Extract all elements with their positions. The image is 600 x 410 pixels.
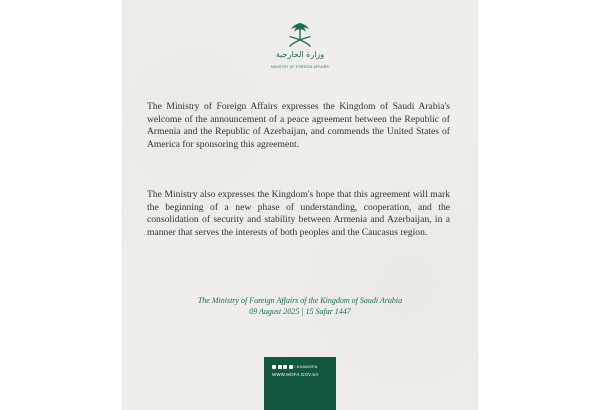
signature-issuer: The Ministry of Foreign Affairs of the Kingdom of Saudi Arabia	[197, 296, 403, 305]
social-handle[interactable]: / KSAMOFA	[294, 364, 318, 369]
signature-date: 09 August 2025 | 15 Safar 1447	[249, 307, 351, 316]
saudi-emblem-icon	[286, 22, 314, 48]
instagram-icon[interactable]	[278, 365, 282, 369]
linkedin-icon[interactable]	[272, 365, 276, 369]
x-icon[interactable]	[289, 365, 293, 369]
social-icons	[272, 365, 293, 369]
statement-page	[123, 0, 477, 410]
statement-paragraph-1: The Ministry of Foreign Affairs expresses the Kingdom of Saudi Arabia's welcome of the announcement of a peace agreement between the Republic of Armenia and the Republic of Azerbaijan, and commends the United States of America for sponsoring this agreement.	[147, 101, 450, 150]
statement-paragraph-2: The Ministry also expresses the Kingdom's hope that this agreement will mark the beginning of a new phase of understanding, cooperation, and the consolidation of security and stability between Armenia and Azerbaijan, in a manner that serves the interests of both peoples and the Caucasus region.	[147, 189, 450, 238]
footer-contact-box	[264, 357, 336, 410]
ministry-name-english: MINISTRY OF FOREIGN AFFAIRS	[271, 65, 329, 69]
youtube-icon[interactable]	[283, 365, 287, 369]
website-link[interactable]: WWW.MOFA.GOV.SA	[272, 372, 319, 377]
ministry-name-arabic: وزارة الخارجية	[275, 50, 325, 59]
